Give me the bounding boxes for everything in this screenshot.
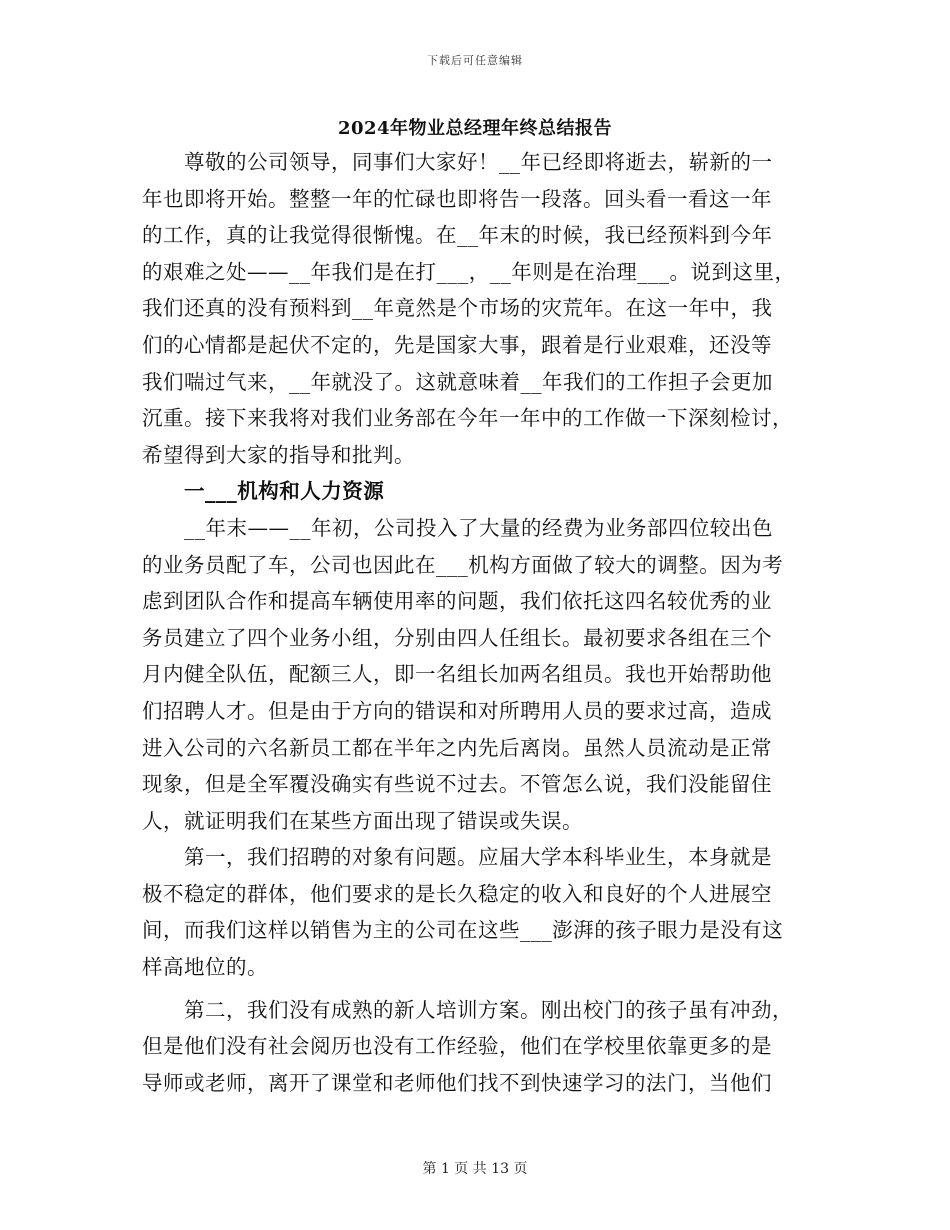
text-line: 虑到团队合作和提高车辆使用率的问题，我们依托这四名较优秀的业 xyxy=(142,589,772,614)
text-line: 第二，我们没有成熟的新人培训方案。刚出校门的孩子虽有冲劲， xyxy=(184,997,793,1022)
text-line: 的业务员配了车，公司也因此在___机构方面做了较大的调整。因为考 xyxy=(142,552,784,577)
text-line: 间，而我们这样以销售为主的公司在这些___澎湃的孩子眼力是没有这 xyxy=(142,918,784,943)
text-line: 年也即将开始。整整一年的忙碌也即将告一段落。回头看一看这一年 xyxy=(142,186,772,211)
text-line: 希望得到大家的指导和批判。 xyxy=(142,442,415,467)
text-line: 沉重。接下来我将对我们业务部在今年一年中的工作做一下深刻检讨， xyxy=(142,406,793,431)
text-line: 第一，我们招聘的对象有问题。应届大学本科毕业生，本身就是 xyxy=(184,845,772,870)
paragraph-intro xyxy=(142,144,808,473)
text-line: 现象，但是全军覆没确实有些说不过去。不管怎么说，我们没能留住 xyxy=(142,772,772,797)
text-line: 但是他们没有社会阅历也没有工作经验，他们在学校里依靠更多的是 xyxy=(142,1034,772,1059)
text-line: 们招聘人才。但是由于方向的错误和对所聘用人员的要求过高，造成 xyxy=(142,698,772,723)
paragraph-second-point xyxy=(142,992,808,1102)
text-line: 月内健全队伍，配额三人，即一名组长加两名组员。我也开始帮助他 xyxy=(142,662,772,687)
paragraph-organization xyxy=(142,510,808,839)
paragraph-first-point xyxy=(142,839,808,985)
text-line: 的艰难之处——__年我们是在打___，__年则是在治理___。说到这里， xyxy=(142,259,796,284)
page-footer: 第 1 页 共 13 页 xyxy=(422,1161,528,1177)
text-line: 的工作，真的让我觉得很惭愧。在__年末的时候，我已经预料到今年 xyxy=(142,223,773,248)
text-line: 我们还真的没有预料到__年竟然是个市场的灾荒年。在这一年中，我 xyxy=(142,296,773,321)
text-line: 样高地位的。 xyxy=(142,955,268,980)
text-line: 进入公司的六名新员工都在半年之内先后离岗。虽然人员流动是正常 xyxy=(142,735,772,760)
text-line: 务员建立了四个业务小组，分别由四人任组长。最初要求各组在三个 xyxy=(142,625,772,650)
text-line: 们的心情都是起伏不定的，先是国家大事，跟着是行业艰难，还没等 xyxy=(142,332,772,357)
text-line: __年末——__年初，公司投入了大量的经费为业务部四位较出色 xyxy=(184,515,773,540)
page-header: 下载后可任意编辑 xyxy=(427,54,523,67)
text-line: 导师或老师，离开了课堂和老师他们找不到快速学习的法门，当他们 xyxy=(142,1070,772,1095)
text-line: 我们喘过气来，__年就没了。这就意味着__年我们的工作担子会更加 xyxy=(142,369,773,394)
text-line: 极不稳定的群体，他们要求的是长久稳定的收入和良好的个人进展空 xyxy=(142,881,772,906)
text-line: 尊敬的公司领导，同事们大家好！__年已经即将逝去，崭新的一 xyxy=(184,150,773,174)
section-heading: 一___机构和人力资源 xyxy=(184,479,385,504)
document-title: 2024年物业总经理年终总结报告 xyxy=(337,118,613,139)
document-body xyxy=(142,144,808,1101)
text-line: 人，就证明我们在某些方面出现了错误或失误。 xyxy=(142,808,583,833)
